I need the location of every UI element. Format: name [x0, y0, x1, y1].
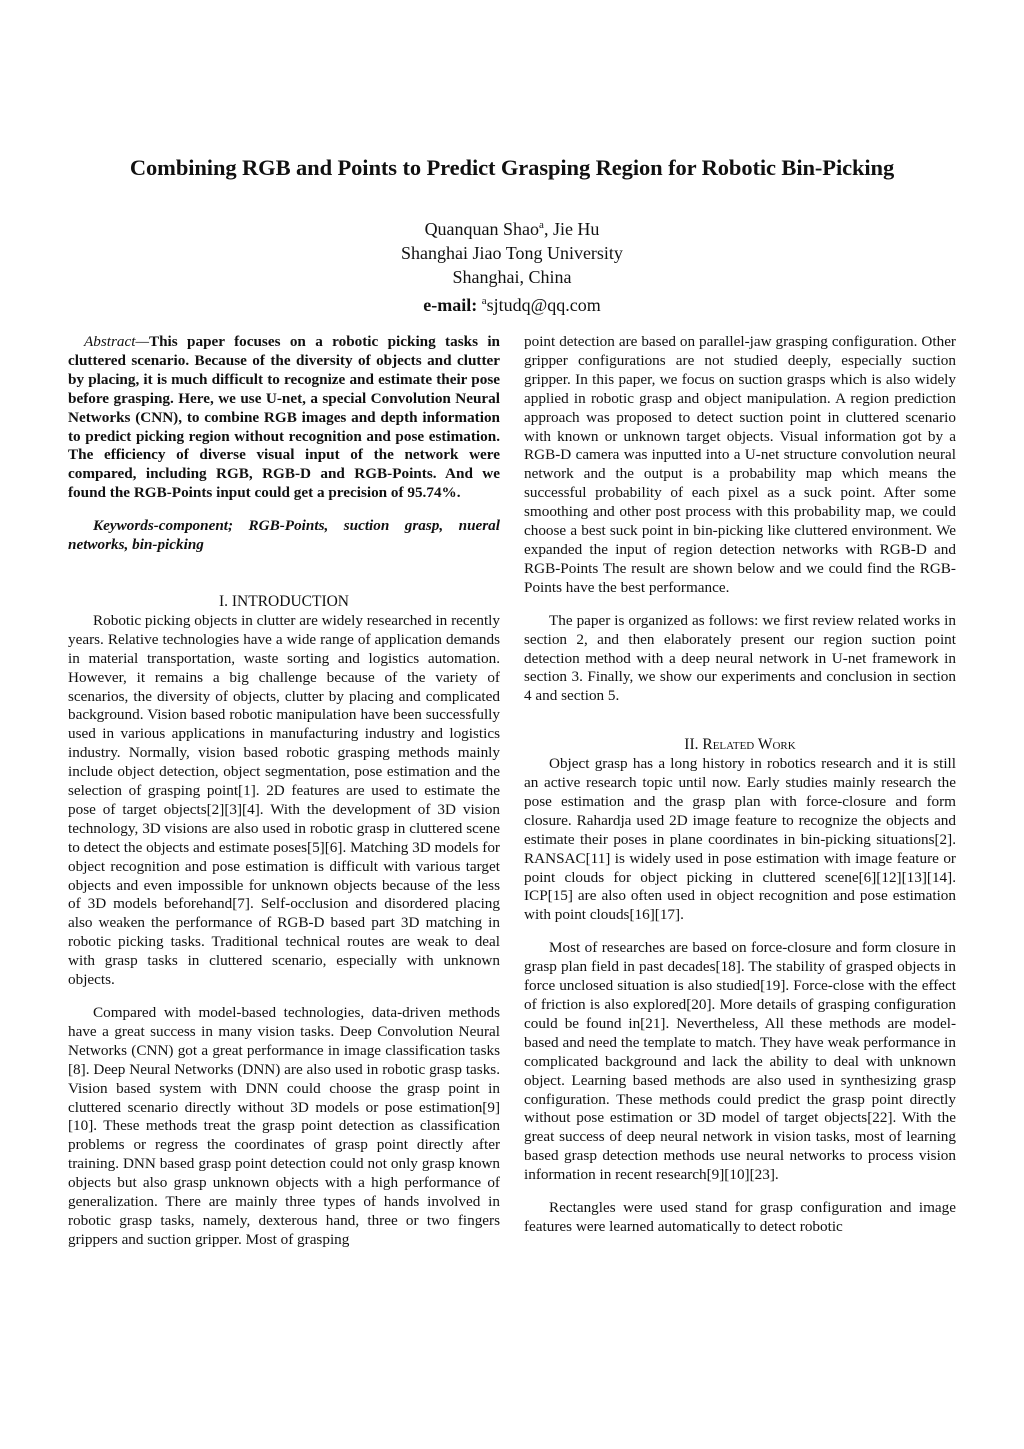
keywords-lead: Keywords-component;: [93, 517, 234, 535]
section-heading-related-work: II. Related Work: [684, 736, 796, 754]
keywords: [68, 517, 500, 555]
section-heading-introduction: I. INTRODUCTION: [218, 592, 349, 610]
author-block: [0, 213, 1024, 317]
author-affiliation: Shanghai Jiao Tong University: [401, 243, 623, 263]
related-paragraph-2: Most of researches are based on force-closure and form closure in grasp plan field in past decades[18]. The stability of grasped objects in force unclosed situation is also studied[19]. Force-close with the effect of friction is also explored[20]. More details of grasping configuration could be found in[21]. Nevertheless, All these methods are model-based and need the template to match. They have weak performance in complicated background and lack the ability to deal with unknown object. Learning based methods are also used in synthesizing grasp configuration. These methods could predict the grasp point directly without pose estimation or 3D model of target objects[22]. With the great success of deep neural network in vision tasks, most of learning based grasp detection methods use neural networks to process vision information in recent research[9][10][23].: [524, 939, 956, 1184]
author-name-rest: , Jie Hu: [543, 219, 600, 239]
email-affil-marker: a: [481, 295, 487, 307]
intro-paragraph-1: Robotic picking objects in clutter are widely researched in recently years. Relative technologies have a wide range of application demands in material transportation, waste sorting and logistics automation. However, it remains a big challenge because of the variety of scenarios, the diversity of objects, clutter by placing and complicated background. Vision based robotic manipulation have been successfully used in various applications in manufacturing industry and logistics industry. Normally, vision based robotic grasping methods mainly include object detection, object segmentation, pose estimation and the selection of grasping point[1]. 2D features are used to estimate the pose of target objects[2][3][4]. With the development of 3D vision technology, 3D visions are also used in robotic grasp in cluttered scene to detect the objects and estimate poses[5][6]. Matching 3D models for object recognition and pose estimation is difficult with various target objects and even impossible for unknown objects because of the less of 3D models beforehand[7]. Self-occlusion and disordered placing also weaken the performance of RGB-D based part 3D matching in robotic picking tasks. Traditional technical routes are weak to deal with grasp tasks in cluttered scenario, especially with unknown objects.: [68, 611, 500, 989]
abstract: [68, 333, 500, 503]
intro-paragraph-4: The paper is organized as follows: we first review related works in section 2, and then elaborately present our region suction point detection method with a deep neural network in U-net framework in section 3. Finally, we show our experiments and conclusion in section 4 and section 5.: [524, 611, 956, 705]
paper-title: Combining RGB and Points to Predict Grasping Region for Robotic Bin-Picking: [129, 155, 895, 180]
intro-paragraph-3: point detection are based on parallel-jaw grasping configuration. Other gripper configurations are not studied deeply, especially suction gripper. In this paper, we focus on suction grasps which is also widely applied in robotic grasp and object manipulation. A region prediction approach was proposed to detect suction point in cluttered scenario with known or unknown target objects. Visual information got by a RGB-D camera was inputted into a U-net structure convolution neural network and the output is a probability map which means the successful probability of each pixel as a suck point. After some smoothing and other post process with this probability map, we could choose a best suck point in bin-picking like cluttered environment. We expanded the input of region detection networks with RGB-D and RGB-Points The result are shown below and we could find the RGB-Points have the best performance.: [524, 333, 956, 596]
abstract-lead: Abstract—: [84, 333, 149, 350]
author-names: [0, 213, 1024, 241]
intro-paragraph-2: Compared with model-based technologies, data-driven methods have a great success in many vision tasks. Deep Convolution Neural Networks (CNN) got a great performance in image classification tasks [8]. Deep Neural Networks (DNN) are also used in robotic grasp tasks. Vision based system with DNN could choose the grasp point in cluttered scenario directly without 3D models or pose estimation[9][10]. These methods treat the grasp point detection as classification problems or regress the coordinates of grasp point directly after training. DNN based grasp point detection could not only grasp known objects but also grasp unknown objects with a high performance of generalization. There are mainly three types of hands involved in robotic grasp tasks, namely, dexterous hand, three or two fingers grippers and suction gripper. Most of grasping: [68, 1004, 500, 1248]
related-paragraph-3: Rectangles were used stand for grasp configuration and image features were learned automatically to detect robotic: [524, 1199, 956, 1235]
related-paragraph-1: Object grasp has a long history in robotics research and it is still an active research topic until now. Early studies mainly research the pose estimation and the grasp plan with force-closure and form closure. Rahardja used 2D image feature to recognize the objects and estimate their poses in plane coordinates in bin-picking situations[2]. RANSAC[11] is widely used in pose estimation with image feature or point clouds for object picking in cluttered scene[6][12][13][14]. ICP[15] are also often used in object recognition and pose estimation with point clouds[16][17].: [524, 755, 956, 924]
right-column: [524, 333, 956, 1237]
author-location: Shanghai, China: [452, 267, 572, 287]
author-email[interactable]: sjtudq@qq.com: [486, 295, 601, 315]
keywords-text: RGB-Points, suction grasp, nueral networks, bin-picking: [68, 517, 500, 554]
author-affil-marker: a: [539, 219, 544, 231]
author-email-line: [0, 289, 1024, 317]
email-label: e-mail:: [423, 295, 478, 315]
left-column: [68, 333, 500, 1250]
author-name-primary: Quanquan Shao: [424, 219, 540, 239]
abstract-text: This paper focuses on a robotic picking tasks in cluttered scenario. Because of the diversity of objects and clutter by placing, it is much difficult to recognize and estimate their pose before grasping. Here, we use U-net, a special Convolution Neural Networks (CNN), to combine RGB images and depth information to predict picking region without recognition and pose estimation. The efficiency of diverse visual input of the network were compared, including RGB, RGB-D and RGB-Points. And we found the RGB-Points input could get a precision of 95.74%.: [68, 333, 500, 502]
